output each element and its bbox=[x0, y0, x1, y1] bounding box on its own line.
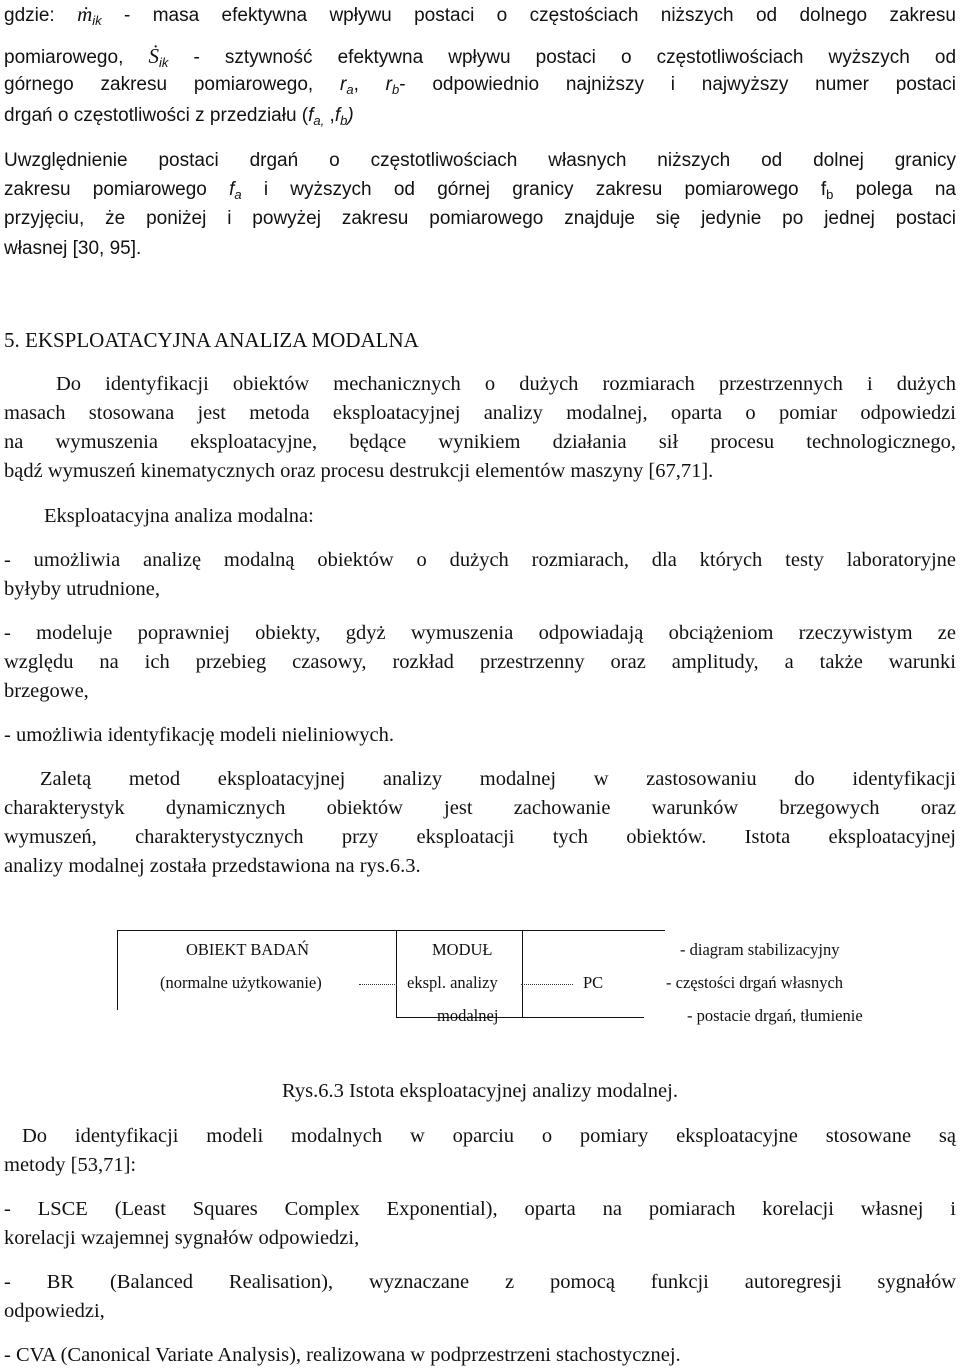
diagram-pc-label: PC bbox=[583, 973, 604, 992]
diagram-left-border bbox=[117, 930, 118, 1010]
definition-mass: gdzie: ṁ$_{ik}$ - masa efektywna wpływu postaci o częstościach niższych od dolnego zakresu bbox=[4, 2, 957, 28]
list-item-2-line-1: - modeluje poprawniej obiekty, gdyż wymuszenia odpowiadają obciążeniom rzeczywistym ze bbox=[4, 622, 956, 644]
paragraph-3-line-3: wymuszeń, charakterystycznych przy eksploatacji tych obiektów. Istota eksploatacyjnej bbox=[4, 826, 956, 848]
list-item-2-line-3: brzegowe, bbox=[4, 680, 89, 702]
diagram-bottom-line bbox=[396, 1017, 644, 1018]
list-item-1-line-1: - umożliwia analizę modalną obiektów o dużych rozmiarach, dla których testy laboratoryjne bbox=[4, 549, 956, 571]
diagram-output-2: - częstości drgań własnych bbox=[666, 973, 844, 992]
definition-numbers: górnego zakresu pomiarowego, $r_a$, $r_b-$ odpowiednio najniższy i najwyższy numer postaci bbox=[4, 74, 957, 97]
method-cva: - CVA (Canonical Variate Analysis), realizowana w podprzestrzeni stachostycznej. bbox=[4, 1344, 681, 1366]
diagram-box2-line3: modalnej bbox=[437, 1006, 499, 1025]
paragraph-1-line-3: przyjęciu, że poniżej i powyżej zakresu pomiarowego znajduje się jedynie po jednej postaci bbox=[4, 208, 956, 229]
diagram-box1-subtitle: (normalne użytkowanie) bbox=[160, 973, 322, 992]
diagram-arrow-1 bbox=[359, 984, 397, 985]
definition-interval: drgań o częstotliwości z przedziału ($f_{a,}$ $,f_b$) bbox=[4, 105, 354, 128]
definition-stiffness: pomiarowego, Ṡ$_{ik}$ - sztywność efektywna wpływu postaci o częstotliwościach wyższych od bbox=[4, 44, 957, 70]
modal-analysis-diagram bbox=[4, 920, 956, 1040]
paragraph-2-line-1: Do identyfikacji obiektów mechanicznych o dużych rozmiarach przestrzennych i dużych bbox=[56, 373, 956, 395]
method-br-line-1: - BR (Balanced Realisation), wyznaczane z pomocą funkcji autoregresji sygnałów bbox=[4, 1271, 956, 1293]
paragraph-1-line-1: Uwzględnienie postaci drgań o częstotliwościach własnych niższych od dolnej granicy bbox=[4, 150, 956, 171]
diagram-box2-line1: MODUŁ bbox=[432, 940, 493, 959]
paragraph-4-line-2: metody [53,71]: bbox=[4, 1154, 137, 1176]
list-item-3: - umożliwia identyfikację modeli nieliniowych. bbox=[4, 724, 394, 746]
diagram-divider-1 bbox=[396, 930, 397, 1018]
paragraph-1-line-2: zakresu pomiarowego $f_a$ i wyższych od górnej granicy zakresu pomiarowego $f_b$ polega na bbox=[4, 179, 956, 202]
paragraph-4-line-1: Do identyfikacji modeli modalnych w oparciu o pomiary eksploatacyjne stosowane są bbox=[22, 1125, 956, 1147]
list-item-2-line-2: względu na ich przebieg czasowy, rozkład przestrzenny oraz amplitudy, a także warunki bbox=[4, 651, 956, 673]
diagram-output-1: - diagram stabilizacyjny bbox=[680, 940, 840, 959]
list-intro: Eksploatacyjna analiza modalna: bbox=[44, 505, 314, 527]
paragraph-1-line-4: własnej [30, 95]. bbox=[4, 238, 142, 259]
list-item-1-line-2: byłyby utrudnione, bbox=[4, 578, 161, 600]
paragraph-2-line-2: masach stosowana jest metoda eksploatacyjnej analizy modalnej, oparta o pomiar odpowiedzi bbox=[4, 402, 956, 424]
section-heading: 5. EKSPLOATACYJNA ANALIZA MODALNA bbox=[4, 328, 419, 352]
figure-caption: Rys.6.3 Istota eksploatacyjnej analizy modalnej. bbox=[282, 1080, 678, 1102]
diagram-divider-2 bbox=[522, 930, 523, 1018]
method-br-line-2: odpowiedzi, bbox=[4, 1300, 105, 1322]
diagram-box2-line2: ekspl. analizy bbox=[407, 973, 498, 992]
diagram-arrow-2 bbox=[521, 984, 573, 985]
paragraph-2-line-4: bądź wymuszeń kinematycznych oraz procesu destrukcji elementów maszyny [67,71]. bbox=[4, 460, 714, 482]
paragraph-3-line-2: charakterystyk dynamicznych obiektów jest zachowanie warunków brzegowych oraz bbox=[4, 797, 956, 819]
paragraph-3-line-4: analizy modalnej została przedstawiona na rys.6.3. bbox=[4, 855, 421, 877]
paragraph-2-line-3: na wymuszenia eksploatacyjne, będące wynikiem działania sił procesu technologicznego, bbox=[4, 431, 956, 453]
method-lsce-line-2: korelacji wzajemnej sygnałów odpowiedzi, bbox=[4, 1227, 360, 1249]
diagram-top-line bbox=[117, 930, 665, 931]
paragraph-3-line-1: Zaletą metod eksploatacyjnej analizy modalnej w zastosowaniu do identyfikacji bbox=[40, 768, 956, 790]
method-lsce-line-1: - LSCE (Least Squares Complex Exponential), oparta na pomiarach korelacji własnej i bbox=[4, 1198, 956, 1220]
diagram-box1-title: OBIEKT BADAŃ bbox=[186, 940, 309, 959]
diagram-output-3: - postacie drgań, tłumienie bbox=[687, 1006, 863, 1025]
